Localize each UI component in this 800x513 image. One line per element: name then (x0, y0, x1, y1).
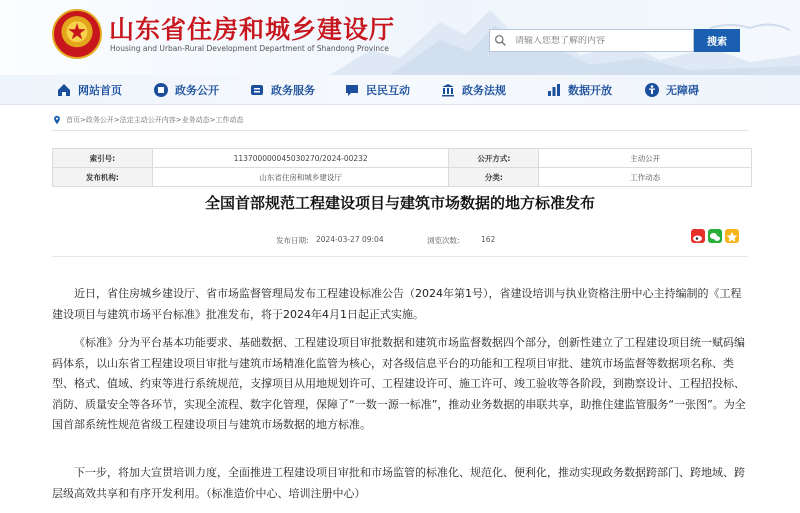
government-icon (153, 82, 169, 98)
article-title: 全国首部规范工程建设项目与建筑市场数据的地方标准发布 (204, 194, 595, 212)
category-label: 分类: (449, 168, 539, 187)
nav-item-label: 网站首页 (78, 84, 122, 97)
index-label: 索引号: (53, 149, 153, 168)
site-subtitle: Housing and Urban-Rural Development Department of Shandong Province (110, 44, 389, 53)
publisher-label: 发布机构: (53, 168, 153, 187)
location-icon (52, 115, 62, 125)
divider (52, 256, 748, 257)
nav-item-label: 民民互动 (366, 84, 410, 97)
data-icon (546, 82, 562, 98)
accessibility-icon (644, 82, 660, 98)
table-row (53, 149, 752, 168)
nav-item-service[interactable] (249, 75, 315, 105)
info-table (52, 148, 752, 187)
nav-item-label: 政务法规 (462, 84, 506, 97)
date-label: 发布日期: (276, 236, 309, 245)
category-value: 工作动态 (539, 168, 752, 187)
qzone-share-icon[interactable] (725, 229, 739, 243)
main-nav (0, 75, 800, 105)
index-value: 11370000004503027​0/2024-00232 (152, 149, 449, 168)
nav-item-accessibility[interactable] (644, 75, 699, 105)
breadcrumb-path[interactable]: 首页>政务公开>法定主动公开内容>业务动态>工作动态 (66, 116, 244, 124)
article-paragraph: 《标准》分为平台基本功能要求、基础数据、工程建设项目审批数据和建筑市场监督数据四个部分，创新性建立了工程建设项目统一赋码编码体系，以山东省工程建设项目审批与建筑市场精准化监管为核心，对各级信息平台的功能和工程项目审批、建筑市场监督等数据项名称、类型、格式、值域、约束等进行系统规范，支撑项目从用地规划许可、工程建设许可、施工许可、竣工验收等各阶段，到勘察设计、工程招投标、消防、质量安全等各环节，实现全流程、数字化管理，保障了“一数一源一标准”，推动业务数据的串联共享，助推住建监管服务“一张图”。为全国首部系统性规范省级工程建设项目与建筑市场数据的地方标准。 (52, 336, 746, 431)
article-paragraph: 下一步，将加大宣贯培训力度，全面推进工程建设项目审批和市场监管的标准化、规范化、便利化，推动实现政务数据跨部门、跨地域、跨层级高效共享和有序开发利用。（标准造价中心、培训注册中心） (52, 466, 745, 500)
weibo-share-icon[interactable] (691, 229, 705, 243)
search-button[interactable]: 搜索 (694, 29, 740, 52)
service-icon (249, 82, 265, 98)
nav-item-label: 无障碍 (666, 84, 699, 97)
article-body (52, 463, 752, 504)
nav-item-label: 政务公开 (175, 84, 219, 97)
search-icon (494, 34, 507, 47)
wechat-share-icon[interactable] (708, 229, 722, 243)
nav-item-label: 数据开放 (568, 84, 612, 97)
nav-item-home[interactable] (56, 75, 122, 105)
article-paragraph: 近日，省住房城乡建设厅、省市场监督管理局发布工程建设标准公告（2024年第1号），省建设培训与执业资格注册中心主持编制的《工程建设项目与建筑市场平台标准》批准发布，将于2024年4月1日起正式实施。 (52, 287, 742, 321)
search-input[interactable] (515, 36, 685, 46)
table-row (53, 168, 752, 187)
nav-item-government[interactable] (153, 75, 219, 105)
publish-date: 2024-03-27 09:04 (316, 235, 384, 244)
nav-item-regulation[interactable] (440, 75, 506, 105)
regulation-icon (440, 82, 456, 98)
interaction-icon (344, 82, 360, 98)
open-method-label: 公开方式: (449, 149, 539, 168)
views-label: 浏览次数: (427, 236, 460, 245)
nav-item-label: 政务服务 (271, 84, 315, 97)
home-icon (56, 82, 72, 98)
nav-item-data[interactable] (546, 75, 612, 105)
divider (52, 130, 748, 131)
nav-item-interaction[interactable] (344, 75, 410, 105)
site-title: 山东省住房和城乡建设厅 (109, 15, 396, 44)
breadcrumb (52, 113, 243, 127)
national-emblem-logo (52, 9, 102, 59)
search-box (489, 29, 694, 52)
publisher-value: 山东省住房和城乡建设厅 (152, 168, 449, 187)
site-header (0, 0, 800, 75)
article-body (52, 284, 752, 325)
view-count: 162 (481, 235, 496, 244)
article-body (52, 333, 752, 436)
open-method-value: 主动公开 (539, 149, 752, 168)
